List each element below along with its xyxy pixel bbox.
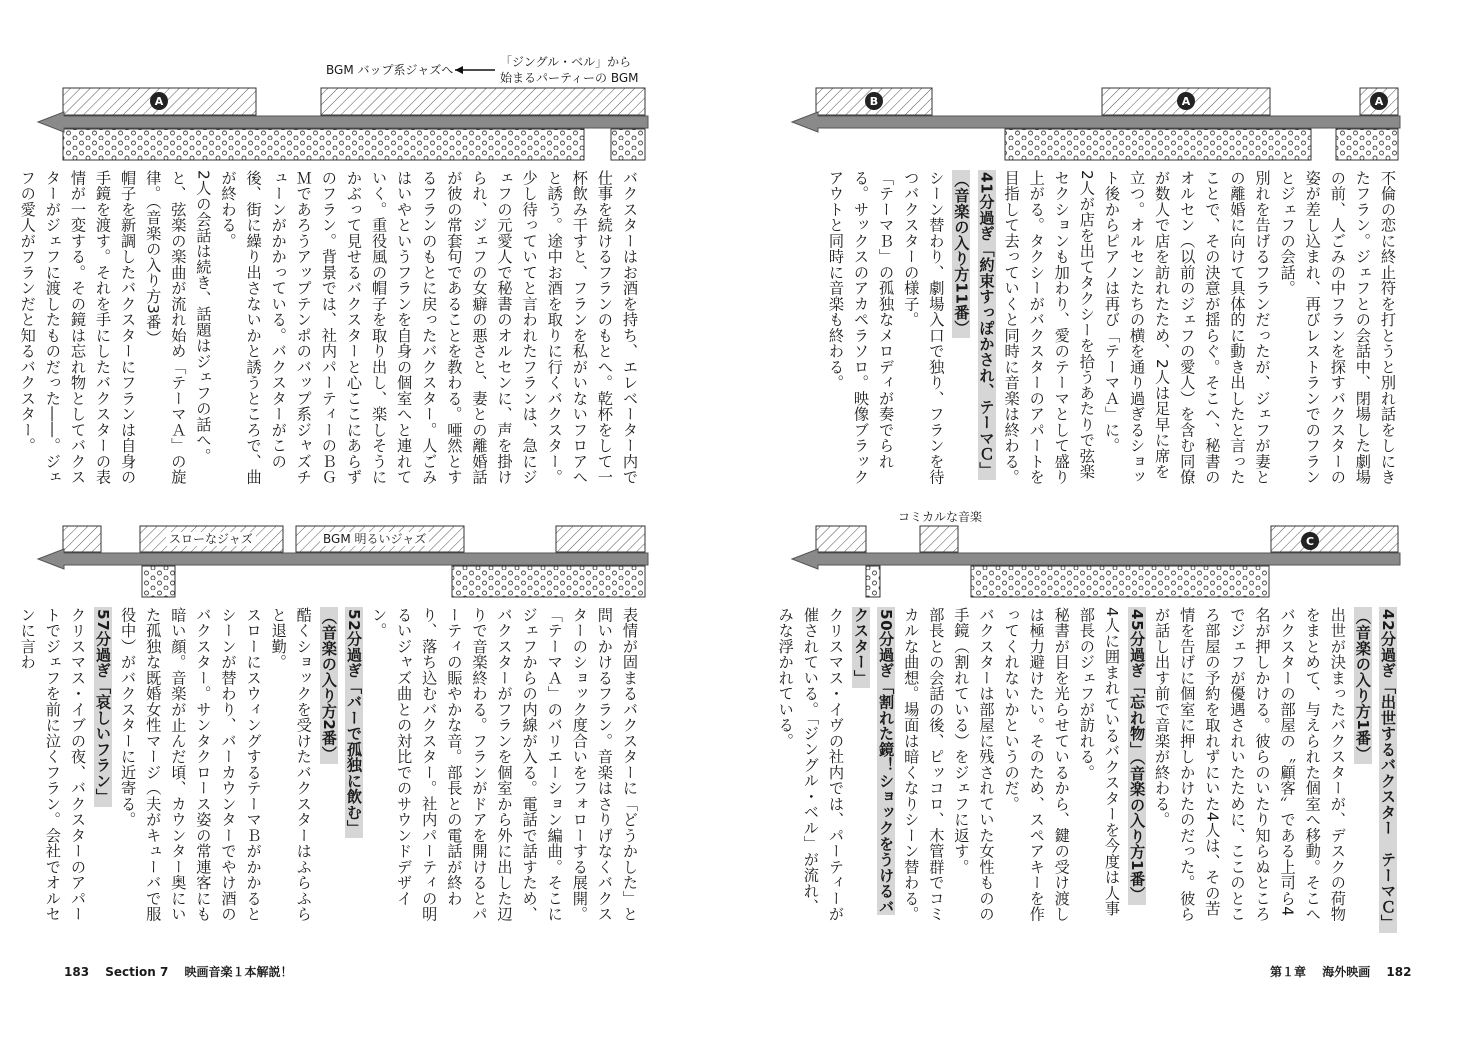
hatch-block bbox=[816, 526, 866, 552]
section-marker-letter: B bbox=[869, 95, 879, 108]
paragraph: シーン替わり、劇場入口で独り、フランを待つバクスターの様子。 bbox=[902, 170, 946, 485]
section-marker-letter: A bbox=[1374, 95, 1384, 108]
paragraph: 2人が店を出てタクシーを拾うあたりで弦楽セクションも加わり、愛のテーマとして盛り上がる。タクシーがバクスターのアパートを目指して去っていくと同時に音楽は終わる。 bbox=[1002, 170, 1096, 485]
paragraph: 表情が固まるバクスターに「どうかした」と問いかけるフラン。音楽はさりげなくバクスターのショック度合いをフォローする展開。 bbox=[570, 607, 639, 922]
dots-block bbox=[452, 566, 645, 597]
paragraph: クリスマス・イブの夜、バクスターのアパートでジェフを前に泣くフラン。会社でオルセンに言わ bbox=[18, 607, 87, 922]
scene-heading: 57分過ぎ「哀しいフラン」 bbox=[94, 609, 113, 805]
paragraph: バクスターは部屋に残されていた女性ものの手鏡（割れている）をジェフに返す。 bbox=[952, 607, 996, 922]
timeline-bottom-right bbox=[792, 526, 1400, 597]
paragraph: 4人に囲まれているバクスターを今度は人事部長のジェフが訪れる。 bbox=[1077, 607, 1121, 917]
dots-block bbox=[866, 566, 880, 597]
page-number: 182 bbox=[1386, 965, 1412, 979]
body-text-bottom-left bbox=[18, 607, 642, 929]
footer-right bbox=[1270, 963, 1423, 980]
paragraph: バクスターはお酒を持ち、エレベーター内で仕事を続けるフランのもとへ。乾杯をして一杯飲み干すと、フランを私がいないフロアへと誘う。途中お酒を取りに行くバクスター。少し待っていてと言われたフランは、急にジェフの元愛人で秘書のオルセンに、声を掛けられ、ジェフの女癖の悪さと、妻との離婚話が彼の常套句であることを教わる。唖然とするフランのもとに戻ったバクスター。人ごみはいやというフランを自身の個室へと連れていく。重役風の帽子を取り出し、楽しそうにかぶって見せるバクスターと心ここにあらずのフラン。背景では、社内パーティーのＢＧＭであろうアップテンポのバップ系ジャズチューンがかかっている。バクスターがこの後、街に繰り出さないかと誘うところで、曲が終わる。 bbox=[219, 170, 639, 485]
scene-heading: 52分過ぎ「バーで孤独に飲む」 bbox=[344, 609, 363, 836]
annotation-slow-jazz: スローなジャズ bbox=[166, 532, 256, 546]
section-marker-letter: A bbox=[154, 95, 164, 108]
paragraph: 酷くショックを受けたバクスターはふらふらと退勤。 bbox=[269, 607, 313, 922]
paragraph: 帽子を新調したバクスターにフランは自身の手鏡を渡す。それを手にしたバクスターの表情が一変する。その鏡は忘れ物としてバクスターがジェフに渡したものだった――。ジェフの愛人がフランだと知るバクスター。 bbox=[18, 170, 138, 485]
scene-heading: 41分過ぎ「約束すっぽかされ、テーマＣ」 bbox=[977, 172, 996, 478]
body-text-top-right bbox=[814, 170, 1400, 492]
annotation-comical: コミカルな音楽 bbox=[898, 510, 983, 524]
dots-block bbox=[1005, 129, 1311, 160]
dots-block bbox=[1336, 129, 1398, 160]
body-text-bottom-right bbox=[776, 607, 1400, 931]
hatch-block bbox=[321, 88, 645, 115]
footer-left bbox=[64, 963, 305, 980]
annotation-bgm-bop: BGM バップ系ジャズへ bbox=[326, 63, 454, 77]
paragraph: 別れを告げるフランだったが、ジェフが妻との離婚に向けて具体的に動き出したと言ったことで、その決意が揺らぐ。そこへ、秘書のオルセン（以前のジェフの愛人）を含む同僚が数人で店を訪れたため、2人は足早に席を立つ。オルセンたちの横を通り過ぎるショット後からピアノは再び「テーマＡ」に。 bbox=[1102, 170, 1272, 485]
paragraph: 出世が決まったバクスターが、デスクの荷物をまとめて、与えられた個室へ移動。そこへバクスターの部屋の〝顧客〟である上司ら4名が押しかける。彼らのいたり知らぬところでジェフが優遇されいたために、ここのところ部屋の予約を取れずにいた4人は、その苦情を告げに個室に押しかけたのだった。彼らが話し出す前で音楽が終わる。 bbox=[1153, 607, 1347, 922]
hatch-block bbox=[1271, 526, 1398, 552]
paragraph: クリスマス・イヴの社内では、パーティーが催されている。「ジングル・ベル」が流れ、みな浮かれている。 bbox=[776, 607, 845, 922]
dots-block bbox=[63, 129, 584, 160]
timeline-top-right bbox=[792, 88, 1400, 160]
paragraph: 2人の会話は続き、話題はジェフの話へ。と、弦楽の楽曲が流れ始め「テーマＡ」の旋律。（音楽の入り方3番） bbox=[144, 170, 213, 485]
paragraph: 秘書が目を光らせているから、鍵の受け渡しは極力避けたい。そのため、スペアキーを作ってくれないかというのだ。 bbox=[1002, 607, 1071, 922]
hatch-block bbox=[63, 526, 101, 552]
chapter-title: 海外映画 bbox=[1322, 965, 1371, 979]
dots-block bbox=[611, 129, 645, 160]
paragraph: 「テーマＢ」の孤独なメロディが奏でられる。サックスのアカペラソロ。映像ブラックアウトと同時に音楽も終わる。 bbox=[826, 170, 896, 485]
paragraph: 部長との会話の後、ピッコロ、木管群でコミカルな曲想。場面は暗くなりシーン替わる。 bbox=[902, 607, 946, 922]
chapter-label: 第１章 bbox=[1270, 965, 1307, 979]
scene-heading: 45分過ぎ「忘れ物」（音楽の入り方1番） bbox=[1128, 609, 1147, 903]
paragraph: 「テーマＡ」のバリエーション編曲。そこにジェフからの内線が入る。電話で話すため、バクスターがフランを個室から外に出した辺りで音楽終わる。フランがドアを開けるとパーティの賑やかな音。部長との電話が終わり、落ち込むバクスター。社内パーティの明るいジャズ曲との対比でのサウンドデザイン。 bbox=[370, 607, 564, 922]
arrow-head bbox=[455, 66, 463, 74]
section-marker-letter: C bbox=[1305, 535, 1315, 548]
dots-block bbox=[971, 566, 1269, 597]
dots-block bbox=[142, 566, 175, 597]
scene-heading: （音楽の入り方2番） bbox=[319, 609, 338, 762]
section-title: 映画音楽１本解説！ bbox=[184, 965, 293, 979]
paragraph: 不倫の恋に終止符を打とうと別れ話をしにきたフラン。ジェフとの会話中、閉場した劇場の前、人ごみの中フランを探すバクスターの姿が差し込まれ、再びレストランでのフランとジェフの会話。 bbox=[1278, 170, 1397, 485]
scene-heading: （音楽の入り方11番） bbox=[952, 172, 971, 336]
body-text-top-left bbox=[18, 170, 642, 492]
page-number: 183 bbox=[64, 965, 90, 979]
paragraph: スローにスウィングするテーマＢがかかるとシーンが替わり、バーカウンターでやけ酒のバクスター。サンタクロース姿の常連客にも暗い顔。音楽が止んだ頃、カウンター奥にいた孤独な既婚女性マージ（夫がキューバで服役中）がバクスターに近寄る。 bbox=[119, 607, 263, 922]
annotation-bgm-bright: BGM 明るいジャズ bbox=[320, 532, 429, 546]
annotation-jingle-line2: 始まるパーティーの BGM bbox=[500, 71, 639, 85]
scene-heading: 50分過ぎ「割れた鏡！ショックをうけるバクスター」 bbox=[852, 607, 896, 915]
hatch-block bbox=[920, 526, 958, 552]
hatch-block bbox=[556, 526, 645, 552]
annotation-jingle-line1: 「ジングル・ベル」から bbox=[500, 55, 632, 69]
section-label: Section 7 bbox=[105, 965, 169, 979]
scene-heading: 42分過ぎ「出世するバクスター テーマＣ」 bbox=[1379, 609, 1397, 931]
scene-heading: （音楽の入り方1番） bbox=[1353, 609, 1372, 762]
section-marker-letter: A bbox=[1181, 95, 1191, 108]
